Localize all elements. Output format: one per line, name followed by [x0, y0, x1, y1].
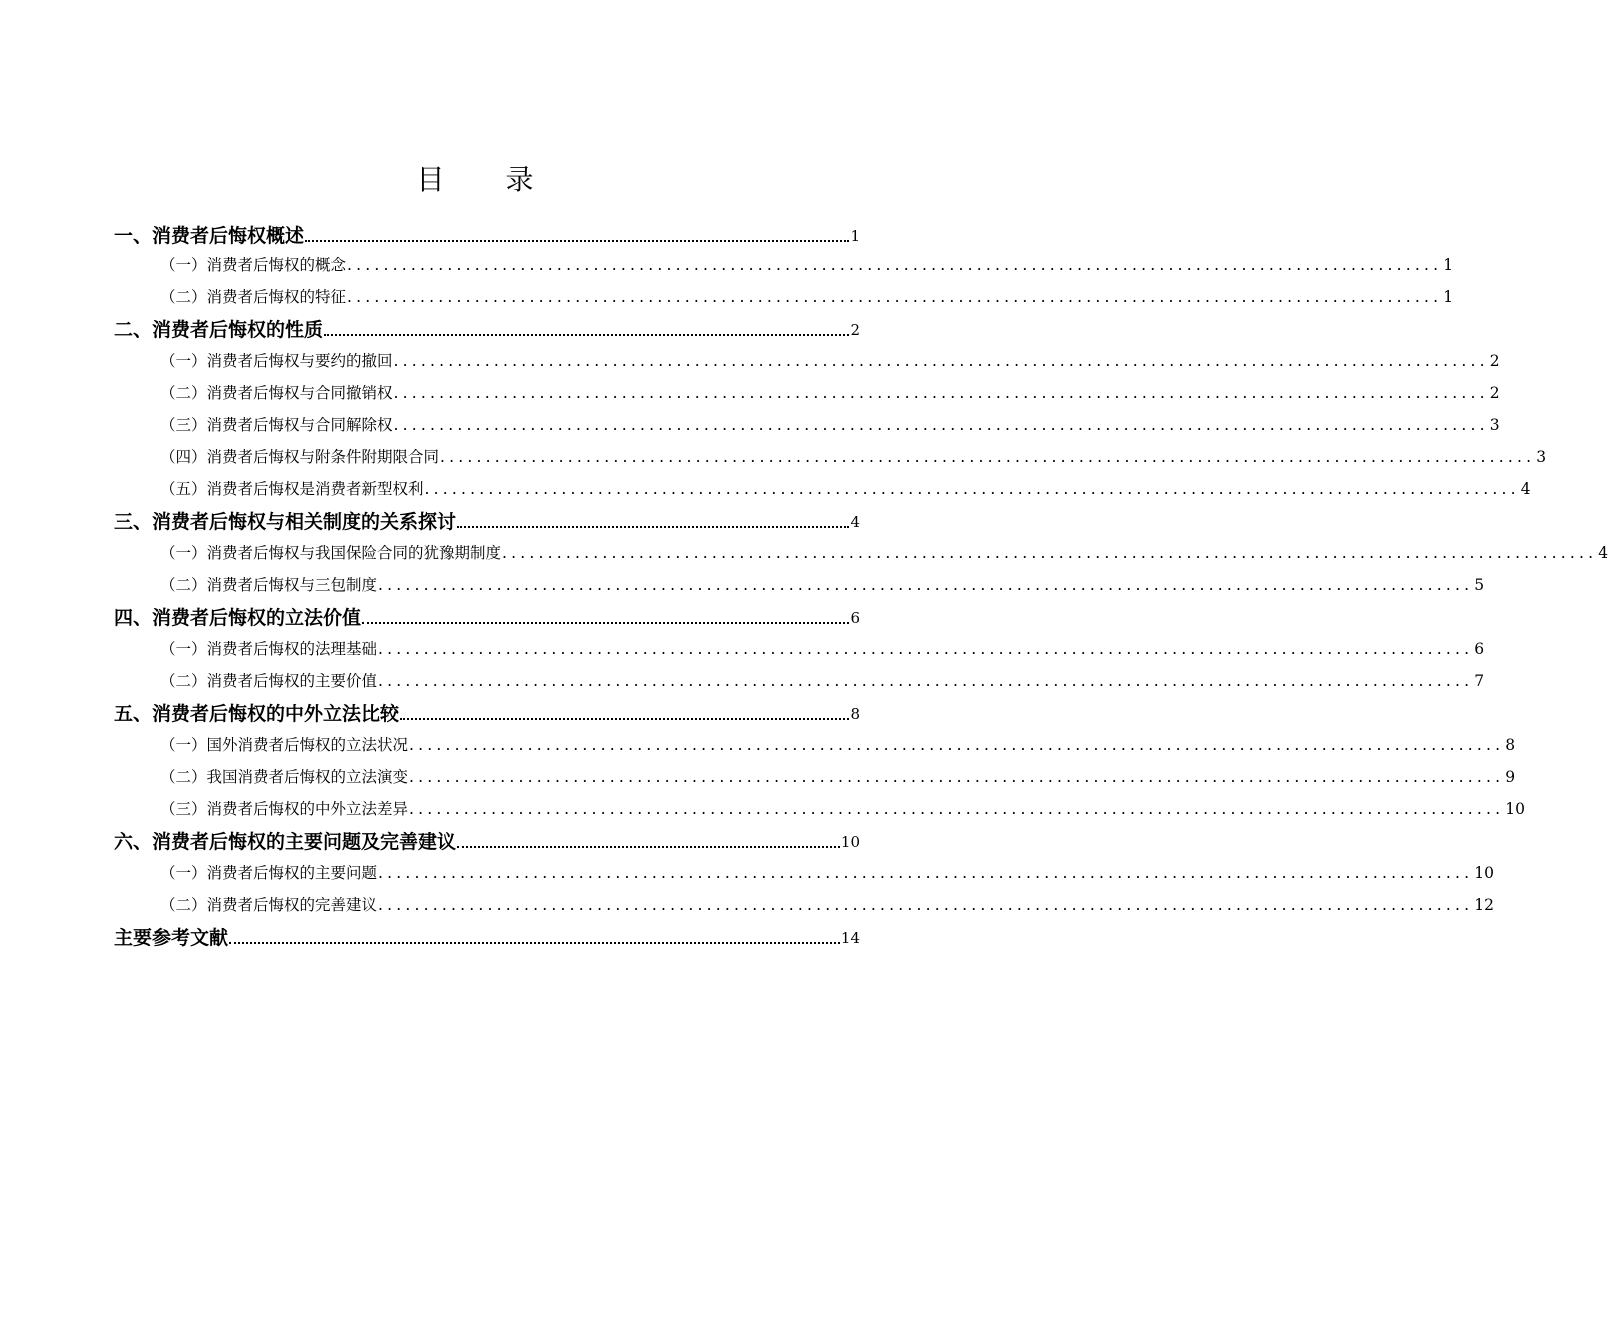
dot-leader: ........................................................................................................................ — [347, 288, 1443, 306]
dot-leader: ........................................................................................................................ — [440, 448, 1536, 466]
toc-page-number: 5 — [1474, 576, 1485, 594]
dot-leader: ........................................................................................................................ — [378, 896, 1474, 914]
dot-leader — [400, 717, 849, 720]
dot-leader: ........................................................................................................................ — [409, 768, 1505, 786]
toc-chapter-entry[interactable] — [114, 696, 860, 726]
toc-entry-title: （三）消费者后悔权的中外立法差异 — [160, 800, 409, 818]
toc-entry-title: 二、消费者后悔权的性质 — [114, 319, 324, 341]
toc-page-number: 8 — [1505, 736, 1516, 754]
dot-leader — [457, 845, 840, 848]
toc-section-entry[interactable] — [160, 536, 1608, 564]
toc-page-number: 7 — [1474, 672, 1485, 690]
toc-entry-title: 一、消费者后悔权概述 — [114, 225, 305, 247]
toc-page-number: 3 — [1489, 416, 1500, 434]
toc-entry-title: （三）消费者后悔权与合同解除权 — [160, 416, 393, 434]
toc-entry-title: （二）消费者后悔权的完善建议 — [160, 896, 378, 914]
dot-leader: ........................................................................................................................ — [378, 640, 1474, 658]
dot-leader: ........................................................................................................................ — [378, 864, 1474, 882]
toc-page-number: 8 — [850, 705, 860, 723]
dot-leader: ........................................................................................................................ — [378, 672, 1474, 690]
toc-page-number: 4 — [1598, 544, 1608, 562]
toc-section-entry[interactable] — [160, 856, 1494, 884]
toc-entry-title: （二）消费者后悔权的特征 — [160, 288, 347, 306]
toc-page-number: 4 — [850, 513, 860, 531]
toc-section-entry[interactable] — [160, 248, 1454, 276]
page-title: 目 录 — [416, 163, 560, 196]
toc-page-number: 6 — [850, 609, 860, 627]
toc-entry-title: （二）消费者后悔权与三包制度 — [160, 576, 378, 594]
toc-entry-title: （一）消费者后悔权与我国保险合同的犹豫期制度 — [160, 544, 502, 562]
toc-page-number: 1 — [850, 227, 860, 245]
toc-entry-title: （一）消费者后悔权的概念 — [160, 256, 347, 274]
toc-page-number: 2 — [850, 321, 860, 339]
toc-page-number: 10 — [1505, 800, 1525, 818]
toc-entry-title: （四）消费者后悔权与附条件附期限合同 — [160, 448, 440, 466]
toc-entry-title: 三、消费者后悔权与相关制度的关系探讨 — [114, 511, 457, 533]
toc-page-number: 12 — [1474, 896, 1494, 914]
toc-page-number: 6 — [1474, 640, 1485, 658]
dot-leader: ........................................................................................................................ — [409, 736, 1505, 754]
toc-section-entry[interactable] — [160, 792, 1525, 820]
toc-page-number: 2 — [1489, 384, 1500, 402]
toc-entry-title: 六、消费者后悔权的主要问题及完善建议 — [114, 831, 457, 853]
toc-entry-title: （一）消费者后悔权的法理基础 — [160, 640, 378, 658]
toc-chapter-entry[interactable] — [114, 600, 860, 630]
toc-entry-title: 五、消费者后悔权的中外立法比较 — [114, 703, 400, 725]
toc-section-entry[interactable] — [160, 376, 1500, 404]
toc-section-entry[interactable] — [160, 888, 1494, 916]
toc-chapter-entry[interactable] — [114, 824, 860, 854]
toc-entry-title: （二）消费者后悔权的主要价值 — [160, 672, 378, 690]
toc-page-number: 10 — [1474, 864, 1494, 882]
dot-leader — [229, 941, 840, 944]
toc-page-number: 4 — [1520, 480, 1531, 498]
toc-entry-title: （二）我国消费者后悔权的立法演变 — [160, 768, 409, 786]
toc-entry-title: 四、消费者后悔权的立法价值 — [114, 607, 362, 629]
toc-section-entry[interactable] — [160, 760, 1516, 788]
dot-leader — [324, 333, 849, 336]
dot-leader: ........................................................................................................................ — [393, 352, 1489, 370]
toc-section-entry[interactable] — [160, 632, 1485, 660]
toc-entry-title: （二）消费者后悔权与合同撤销权 — [160, 384, 393, 402]
toc-chapter-entry[interactable] — [114, 218, 860, 248]
toc-section-entry[interactable] — [160, 472, 1531, 500]
toc-page-number: 1 — [1443, 256, 1454, 274]
toc-page-number: 2 — [1489, 352, 1500, 370]
toc-entry-title: （一）消费者后悔权与要约的撤回 — [160, 352, 393, 370]
dot-leader: ........................................................................................................................ — [502, 544, 1598, 562]
dot-leader: ........................................................................................................................ — [393, 416, 1489, 434]
toc-section-entry[interactable] — [160, 344, 1500, 372]
toc-chapter-entry[interactable] — [114, 312, 860, 342]
toc-entry-title: （一）国外消费者后悔权的立法状况 — [160, 736, 409, 754]
toc-section-entry[interactable] — [160, 664, 1485, 692]
dot-leader: ........................................................................................................................ — [424, 480, 1520, 498]
toc-page-number: 9 — [1505, 768, 1516, 786]
toc-section-entry[interactable] — [160, 280, 1454, 308]
toc-entry-title: 主要参考文献 — [114, 927, 229, 949]
dot-leader — [305, 239, 849, 242]
toc-entry-title: （一）消费者后悔权的主要问题 — [160, 864, 378, 882]
toc-section-entry[interactable] — [160, 440, 1547, 468]
dot-leader: ........................................................................................................................ — [409, 800, 1505, 818]
dot-leader — [362, 621, 849, 624]
toc-page-number: 1 — [1443, 288, 1454, 306]
dot-leader: ........................................................................................................................ — [393, 384, 1489, 402]
toc-section-entry[interactable] — [160, 408, 1500, 436]
toc-section-entry[interactable] — [160, 728, 1516, 756]
toc-page-number: 3 — [1536, 448, 1547, 466]
toc-section-entry[interactable] — [160, 568, 1485, 596]
dot-leader: ........................................................................................................................ — [378, 576, 1474, 594]
toc-page-number: 14 — [840, 929, 860, 947]
dot-leader: ........................................................................................................................ — [347, 256, 1443, 274]
toc-page-number: 10 — [840, 833, 860, 851]
dot-leader — [457, 525, 849, 528]
toc-chapter-entry[interactable] — [114, 920, 860, 950]
toc-chapter-entry[interactable] — [114, 504, 860, 534]
toc-entry-title: （五）消费者后悔权是消费者新型权利 — [160, 480, 424, 498]
